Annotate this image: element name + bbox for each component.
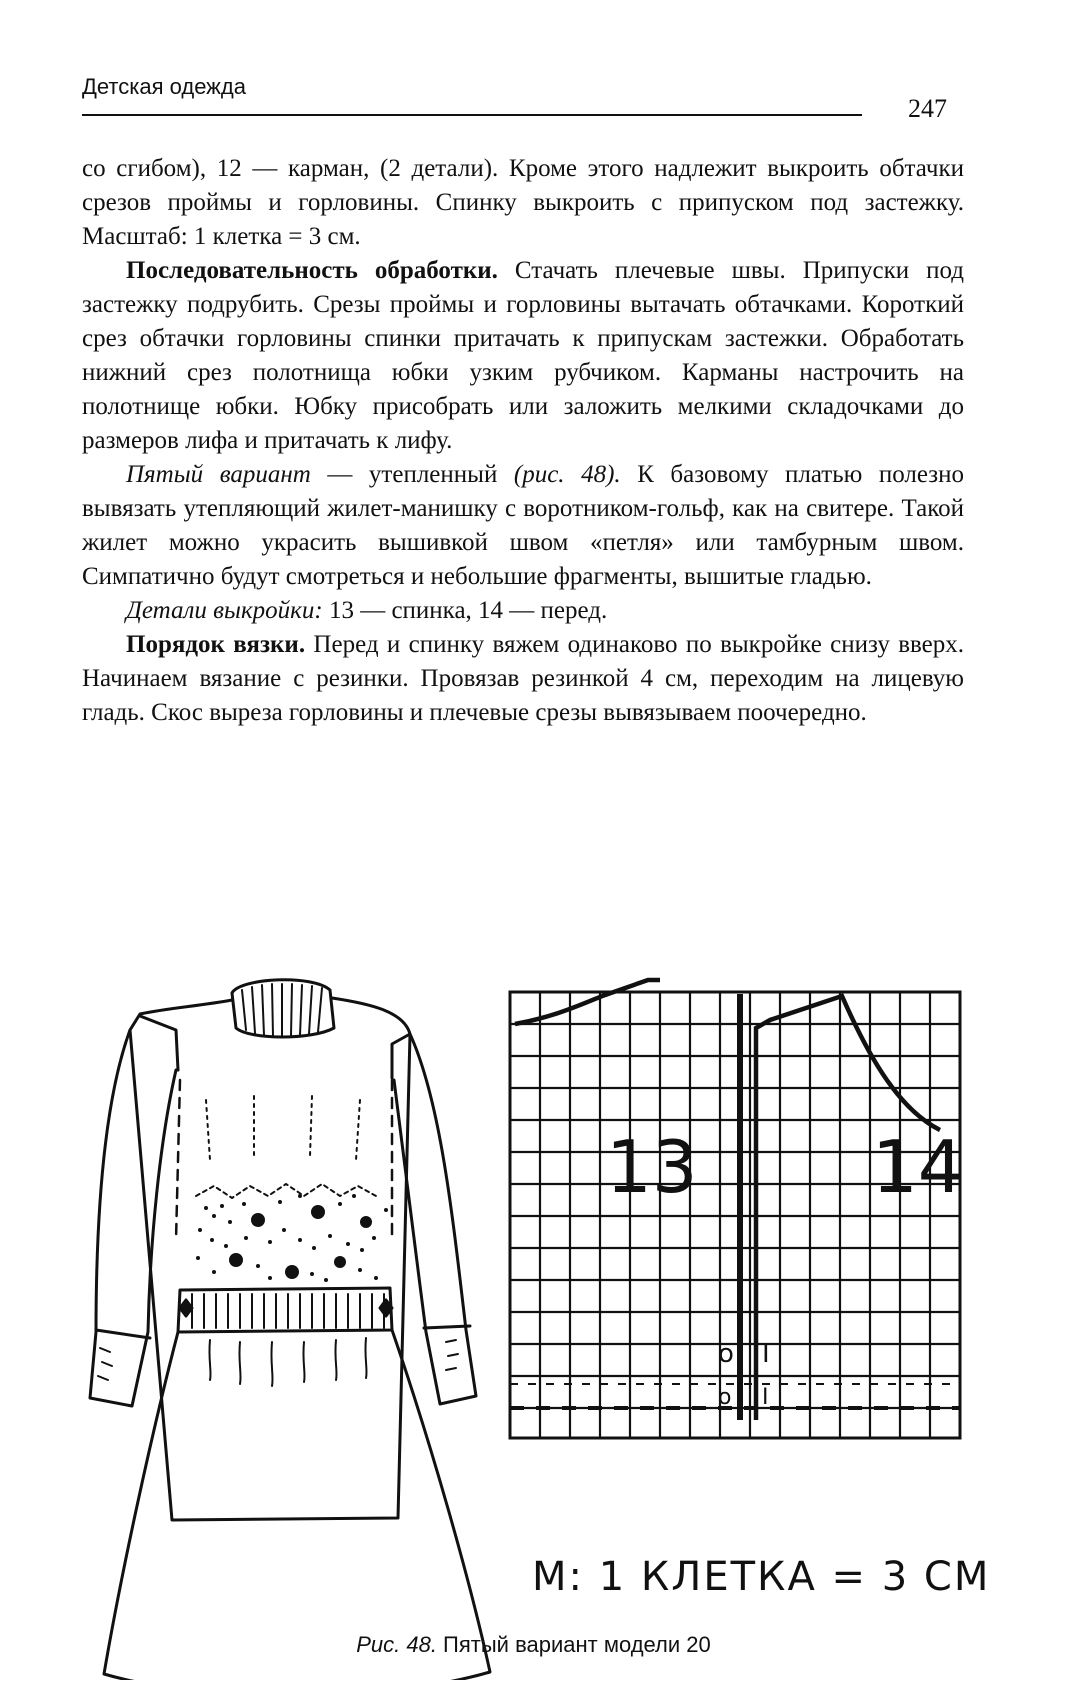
dress-illustration: [90, 980, 490, 1680]
paragraph-processing: [82, 254, 964, 458]
marker-roman-lower: I: [762, 1385, 769, 1410]
marker-circle-lower: o: [718, 1385, 732, 1410]
knitting-order-text: Перед и спинку вяжем одинаково по выкройке снизу вверх. Начинаем вязание с резинки. Провязав резинкой 4 см, переходим на лицевую гладь. Скос выреза горловины и плечевые срезы вывязываем поочередно.: [82, 631, 965, 726]
variant-text: К базовому платью полезно вывязать утепляющий жилет-манишку с воротником-гольф, как на свитере. Такой жилет можно украсить вышивкой швом «петля» или тамбурным швом. Симпатично будут смотреться и небольшие фрагменты, вышитые гладью.: [82, 461, 965, 590]
pattern-details-label: Детали выкройки:: [126, 597, 323, 624]
running-head: Детская одежда: [82, 74, 246, 99]
caption-ref: Рис. 48.: [356, 1632, 437, 1657]
variant-mid: — утепленный: [310, 461, 514, 488]
paragraph-knitting-order: [82, 628, 964, 730]
processing-text: Стачать плечевые швы. Припуски под застежку подрубить. Срезы проймы и горловины вытачать обтачками. Короткий срез обтачки горловины спинки притачать к припускам застежки. Обработать нижний срез полотнища юбки узким рубчиком. Карманы настрочить на полотнище юбки. Юбку присобрать или заложить мелкими складочками до размеров лифа и притачать к лифу.: [82, 257, 964, 454]
header-rule: [82, 114, 862, 116]
heading-knitting-order: Порядок вязки.: [126, 631, 306, 658]
pattern-grid: [510, 980, 964, 1438]
figure-caption: [0, 1632, 1067, 1658]
variant-title: Пятый вариант: [126, 461, 311, 488]
body-text: [82, 152, 964, 730]
figure-48: [0, 960, 1067, 1680]
heading-processing: Последовательность обработки.: [126, 257, 498, 284]
paragraph-pattern-details: [82, 594, 964, 628]
page-number: 247: [908, 94, 947, 123]
paragraph-fifth-variant: [82, 458, 964, 594]
pattern-details-text: 13 — спинка, 14 — перед.: [322, 597, 608, 624]
caption-text: Пятый вариант модели 20: [436, 1632, 711, 1657]
paragraph-continuation: со сгибом), 12 — карман, (2 детали). Кроме этого надлежит выкроить обтачки срезов проймы и горловины. Спинку выкроить с припуском под застежку. Масштаб: 1 клетка = 3 см.: [82, 155, 964, 250]
scale-note: М: 1 КЛЕТКА = 3 СМ: [532, 1554, 991, 1600]
marker-roman: I: [762, 1339, 770, 1369]
pattern-label-13: 13: [606, 1125, 698, 1209]
figure-reference: (рис. 48).: [513, 461, 621, 488]
marker-circle: o: [718, 1339, 734, 1369]
pattern-label-14: 14: [872, 1125, 964, 1209]
